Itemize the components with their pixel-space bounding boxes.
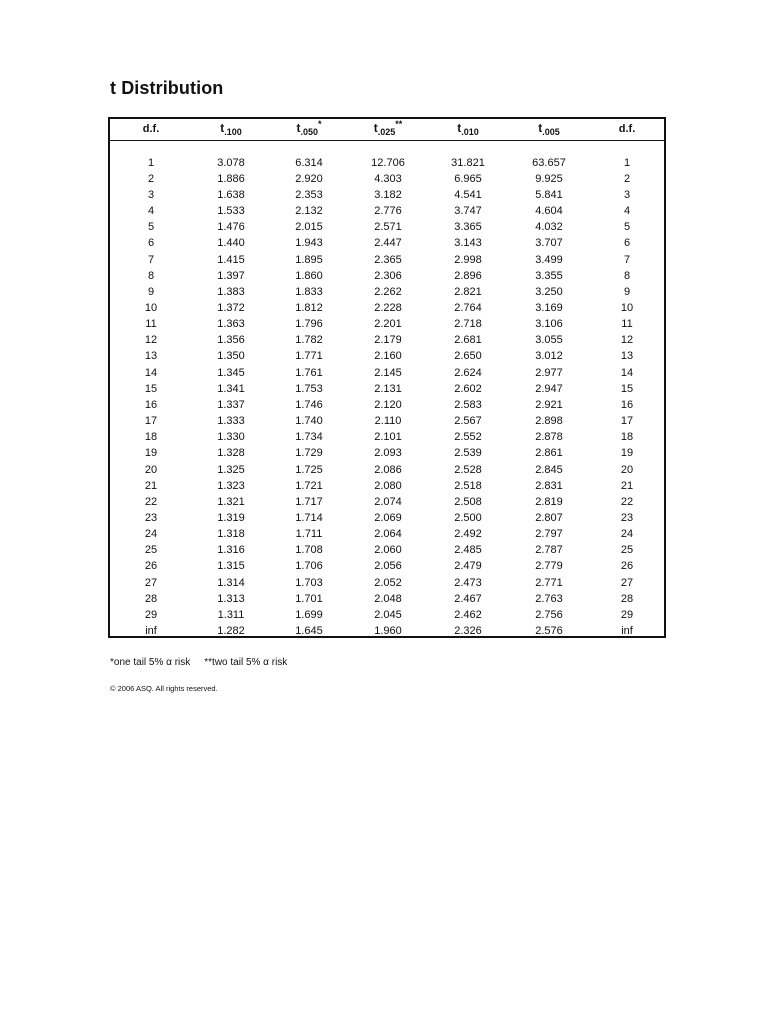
table-cell: 12.706: [371, 156, 405, 169]
table-cell: 1.319: [217, 512, 245, 525]
copyright-notice: © 2006 ASQ. All rights reserved.: [110, 684, 218, 693]
table-cell: 9.925: [535, 172, 563, 185]
table-cell: 1.440: [217, 237, 245, 250]
table-cell: 1.330: [217, 431, 245, 444]
table-cell: 1.711: [295, 528, 323, 541]
t-symbol: t: [220, 121, 225, 135]
table-cell: 2.763: [535, 592, 563, 605]
table-cell: 22: [620, 495, 634, 508]
column-header-t: [348, 119, 428, 140]
table-cell: 1.740: [295, 415, 323, 428]
footnote-two-tail: **two tail 5% α risk: [204, 657, 288, 668]
table-cell: 2.977: [535, 366, 563, 379]
table-row: [110, 251, 664, 267]
table-cell: 1.415: [217, 253, 245, 266]
table-cell: 1.761: [295, 366, 323, 379]
table-cell: 3.250: [535, 285, 563, 298]
table-cell: 2.080: [374, 479, 402, 492]
table-row: [110, 607, 664, 623]
table-cell: 2.447: [374, 237, 402, 250]
footnote-one-tail: *one tail 5% α risk: [110, 657, 191, 668]
table-cell: 2.920: [295, 172, 323, 185]
column-header-df: d.f.: [590, 119, 664, 140]
table-cell: 12: [144, 334, 158, 347]
table-cell: 2.821: [454, 285, 482, 298]
table-cell: 2.779: [535, 560, 563, 573]
table-cell: 1.886: [217, 172, 245, 185]
table-cell: 2.552: [454, 431, 482, 444]
table-cell: 2.045: [374, 608, 402, 621]
table-cell: 6.965: [454, 172, 482, 185]
table-row: [110, 348, 664, 364]
table-cell: 10: [620, 301, 634, 314]
table-cell: 26: [620, 560, 634, 573]
table-cell: 1.337: [217, 398, 245, 411]
t-symbol: t: [373, 121, 378, 135]
table-cell: 1.725: [295, 463, 323, 476]
page-title: t Distribution: [110, 78, 224, 98]
t-subscript: .050: [300, 127, 318, 137]
table-cell: 13: [144, 350, 158, 363]
table-row: [110, 332, 664, 348]
table-cell: 3.747: [454, 205, 482, 218]
table-row: [110, 526, 664, 542]
table-cell: 23: [144, 512, 158, 525]
table-cell: 2.756: [535, 608, 563, 621]
t-distribution-table-frame: [108, 117, 666, 638]
table-cell: 1.372: [217, 301, 245, 314]
table-cell: 1.943: [295, 237, 323, 250]
table-cell: 7: [147, 253, 155, 266]
table-cell: 1.729: [295, 447, 323, 460]
table-cell: 13: [620, 350, 634, 363]
table-cell: 24: [620, 528, 634, 541]
t-symbol: t: [457, 121, 462, 135]
table-cell: 1.734: [295, 431, 323, 444]
table-cell: 1.328: [217, 447, 245, 460]
table-cell: 1.645: [295, 625, 323, 638]
table-cell: 6: [623, 237, 631, 250]
table-cell: 1.701: [295, 592, 323, 605]
table-cell: 16: [144, 398, 158, 411]
table-cell: 20: [620, 463, 634, 476]
table-cell: 1.282: [217, 625, 245, 638]
table-cell: 2.060: [374, 544, 402, 557]
t-symbol: t: [538, 121, 543, 135]
table-cell: 18: [144, 431, 158, 444]
table-row: [110, 575, 664, 591]
table-cell: 1: [147, 156, 155, 169]
table-cell: 27: [144, 576, 158, 589]
table-row: [110, 397, 664, 413]
table-cell: 7: [623, 253, 631, 266]
table-cell: 22: [144, 495, 158, 508]
table-cell: 19: [144, 447, 158, 460]
table-cell: 2.201: [374, 318, 402, 331]
t-distribution-table: [110, 119, 664, 639]
table-cell: 15: [620, 382, 634, 395]
table-cell: 2.015: [295, 221, 323, 234]
table-cell: 2.583: [454, 398, 482, 411]
table-row: [110, 268, 664, 284]
table-cell: 2.718: [454, 318, 482, 331]
table-cell: 2.306: [374, 269, 402, 282]
table-cell: 1.717: [295, 495, 323, 508]
table-row: [110, 284, 664, 300]
table-row: [110, 429, 664, 445]
table-cell: 2.110: [374, 415, 402, 428]
table-row: [110, 461, 664, 477]
table-cell: 2.807: [535, 512, 563, 525]
table-cell: 11: [145, 318, 157, 331]
table-cell: 2.492: [454, 528, 482, 541]
table-cell: 4.604: [535, 205, 563, 218]
table-row: [110, 494, 664, 510]
table-cell: 2.145: [374, 366, 402, 379]
table-cell: 2.896: [454, 269, 482, 282]
table-cell: 3.707: [535, 237, 563, 250]
table-row: [110, 316, 664, 332]
table-row: [110, 203, 664, 219]
table-cell: 1.315: [217, 560, 245, 573]
table-row: [110, 219, 664, 235]
table-cell: 16: [620, 398, 634, 411]
table-cell: 9: [147, 285, 155, 298]
table-cell: 2.074: [374, 495, 402, 508]
table-cell: 17: [620, 415, 634, 428]
table-cell: 25: [144, 544, 158, 557]
table-cell: 2.819: [535, 495, 563, 508]
table-cell: 2.326: [454, 625, 482, 638]
table-cell: 2.998: [454, 253, 482, 266]
table-cell: 1.356: [217, 334, 245, 347]
table-cell: 1.314: [217, 576, 245, 589]
table-cell: 25: [620, 544, 634, 557]
table-cell: 63.657: [532, 156, 566, 169]
table-cell: 8: [623, 269, 631, 282]
table-cell: 2.069: [374, 512, 402, 525]
table-cell: 2.462: [454, 608, 482, 621]
table-cell: 26: [144, 560, 158, 573]
column-header-df: d.f.: [110, 119, 192, 140]
table-cell: 1.383: [217, 285, 245, 298]
table-cell: 4: [147, 205, 155, 218]
table-cell: 2.539: [454, 447, 482, 460]
table-cell: 1.333: [217, 415, 245, 428]
table-row: [110, 155, 664, 171]
table-cell: 15: [144, 382, 158, 395]
table-cell: 1.833: [295, 285, 323, 298]
table-cell: 17: [144, 415, 158, 428]
table-cell: 2.764: [454, 301, 482, 314]
table-cell: 18: [620, 431, 634, 444]
table-cell: 12: [620, 334, 634, 347]
table-cell: 1.703: [295, 576, 323, 589]
table-cell: 2.048: [374, 592, 402, 605]
table-row: [110, 591, 664, 607]
table-cell: 2.467: [454, 592, 482, 605]
table-cell: 3.169: [535, 301, 563, 314]
column-header-t: [192, 119, 270, 140]
table-cell: 23: [620, 512, 634, 525]
table-row: [110, 542, 664, 558]
table-cell: 3.355: [535, 269, 563, 282]
table-cell: 1.311: [217, 608, 245, 621]
table-header-row: [110, 119, 664, 140]
table-row: [110, 445, 664, 461]
table-cell: 28: [144, 592, 158, 605]
table-cell: 24: [144, 528, 158, 541]
t-superscript: **: [395, 119, 403, 129]
table-cell: 3.078: [217, 156, 245, 169]
table-cell: 2.624: [454, 366, 482, 379]
table-cell: 21: [144, 479, 158, 492]
table-cell: 2.898: [535, 415, 563, 428]
table-cell: 2.528: [454, 463, 482, 476]
table-cell: inf: [621, 625, 633, 638]
table-cell: 3.012: [535, 350, 563, 363]
table-cell: 2.101: [374, 431, 402, 444]
table-cell: 2.052: [374, 576, 402, 589]
table-cell: 1.746: [295, 398, 323, 411]
table-cell: 6: [147, 237, 155, 250]
table-cell: 3.143: [454, 237, 482, 250]
t-symbol: t: [296, 121, 301, 135]
table-cell: 1.960: [374, 625, 402, 638]
table-cell: 2: [147, 172, 155, 185]
table-cell: 5: [623, 221, 631, 234]
table-cell: 3.499: [535, 253, 563, 266]
table-cell: 2.650: [454, 350, 482, 363]
table-cell: 1.708: [295, 544, 323, 557]
table-row: [110, 413, 664, 429]
table-cell: 3.365: [454, 221, 482, 234]
table-cell: 1.714: [295, 512, 323, 525]
table-cell: 27: [620, 576, 634, 589]
table-cell: 2.567: [454, 415, 482, 428]
table-cell: 6.314: [295, 156, 323, 169]
table-cell: 2.131: [374, 382, 402, 395]
table-cell: 2.845: [535, 463, 563, 476]
footnote: [110, 657, 287, 668]
table-cell: 5.841: [535, 188, 563, 201]
table-cell: 2.602: [454, 382, 482, 395]
table-cell: 2.473: [454, 576, 482, 589]
table-cell: 2.132: [295, 205, 323, 218]
table-cell: 2.500: [454, 512, 482, 525]
table-row: [110, 235, 664, 251]
table-cell: 2.947: [535, 382, 563, 395]
table-cell: 2: [623, 172, 631, 185]
table-cell: 2.571: [374, 221, 402, 234]
table-cell: 4.032: [535, 221, 563, 234]
table-cell: 2.228: [374, 301, 402, 314]
table-cell: 2.831: [535, 479, 563, 492]
table-cell: 2.479: [454, 560, 482, 573]
header-spacer: [110, 140, 664, 155]
table-cell: 2.093: [374, 447, 402, 460]
table-cell: 1.316: [217, 544, 245, 557]
table-cell: 28: [620, 592, 634, 605]
table-cell: inf: [145, 625, 157, 638]
table-row: [110, 478, 664, 494]
table-cell: 2.576: [535, 625, 563, 638]
table-row: [110, 187, 664, 203]
table-cell: 1.397: [217, 269, 245, 282]
table-cell: 3: [623, 188, 631, 201]
table-cell: 2.518: [454, 479, 482, 492]
table-cell: 1.350: [217, 350, 245, 363]
table-cell: 1.476: [217, 221, 245, 234]
column-header-t: [428, 119, 508, 140]
t-subscript: .025: [377, 127, 396, 137]
table-cell: 1.313: [217, 592, 245, 605]
t-subscript: .010: [461, 127, 479, 137]
table-row: [110, 171, 664, 187]
table-cell: 1.325: [217, 463, 245, 476]
table-cell: 2.787: [535, 544, 563, 557]
t-subscript: .100: [224, 127, 242, 137]
table-cell: 31.821: [451, 156, 485, 169]
t-subscript: .005: [542, 127, 560, 137]
table-cell: 2.878: [535, 431, 563, 444]
table-cell: 1.345: [217, 366, 245, 379]
table-cell: 1: [623, 156, 631, 169]
table-cell: 8: [147, 269, 155, 282]
table-cell: 20: [144, 463, 158, 476]
table-cell: 5: [147, 221, 155, 234]
table-cell: 2.120: [374, 398, 402, 411]
table-cell: 2.485: [454, 544, 482, 557]
table-cell: 2.064: [374, 528, 402, 541]
table-cell: 1.323: [217, 479, 245, 492]
table-cell: 19: [620, 447, 634, 460]
table-cell: 2.921: [535, 398, 563, 411]
t-superscript: *: [318, 119, 322, 129]
table-row: [110, 365, 664, 381]
table-cell: 4: [623, 205, 631, 218]
table-cell: 2.776: [374, 205, 402, 218]
table-row: [110, 623, 664, 639]
table-cell: 2.179: [374, 334, 402, 347]
table-cell: 1.796: [295, 318, 323, 331]
table-row: [110, 558, 664, 574]
table-cell: 1.860: [295, 269, 323, 282]
table-cell: 1.895: [295, 253, 323, 266]
table-cell: 2.797: [535, 528, 563, 541]
table-cell: 2.508: [454, 495, 482, 508]
table-cell: 2.861: [535, 447, 563, 460]
table-cell: 2.681: [454, 334, 482, 347]
table-cell: 14: [144, 366, 158, 379]
table-cell: 2.056: [374, 560, 402, 573]
table-cell: 1.533: [217, 205, 245, 218]
table-cell: 29: [620, 608, 634, 621]
table-cell: 29: [144, 608, 158, 621]
table-cell: 3.055: [535, 334, 563, 347]
table-cell: 10: [144, 301, 158, 314]
table-cell: 1.341: [217, 382, 245, 395]
table-cell: 1.782: [295, 334, 323, 347]
table-cell: 2.365: [374, 253, 402, 266]
table-cell: 3.106: [535, 318, 563, 331]
table-cell: 1.363: [217, 318, 245, 331]
table-row: [110, 510, 664, 526]
table-cell: 1.771: [295, 350, 323, 363]
table-cell: 1.321: [217, 495, 245, 508]
table-cell: 1.753: [295, 382, 323, 395]
table-body: [110, 140, 664, 639]
table-cell: 1.812: [295, 301, 323, 314]
table-row: [110, 381, 664, 397]
table-cell: 2.771: [535, 576, 563, 589]
column-header-t: [270, 119, 348, 140]
table-row: [110, 300, 664, 316]
table-cell: 2.353: [295, 188, 323, 201]
table-cell: 1.638: [217, 188, 245, 201]
table-cell: 1.706: [295, 560, 323, 573]
table-cell: 4.541: [454, 188, 482, 201]
table-cell: 1.699: [295, 608, 323, 621]
table-cell: 9: [623, 285, 631, 298]
table-cell: 4.303: [374, 172, 402, 185]
table-cell: 2.160: [374, 350, 402, 363]
table-cell: 2.086: [374, 463, 402, 476]
table-cell: 1.721: [295, 479, 323, 492]
table-cell: 1.318: [217, 528, 245, 541]
table-cell: 21: [620, 479, 634, 492]
table-cell: 14: [620, 366, 634, 379]
table-cell: 2.262: [374, 285, 402, 298]
column-header-t: [508, 119, 590, 140]
table-cell: 3: [147, 188, 155, 201]
table-cell: 11: [621, 318, 633, 331]
table-cell: 3.182: [374, 188, 402, 201]
